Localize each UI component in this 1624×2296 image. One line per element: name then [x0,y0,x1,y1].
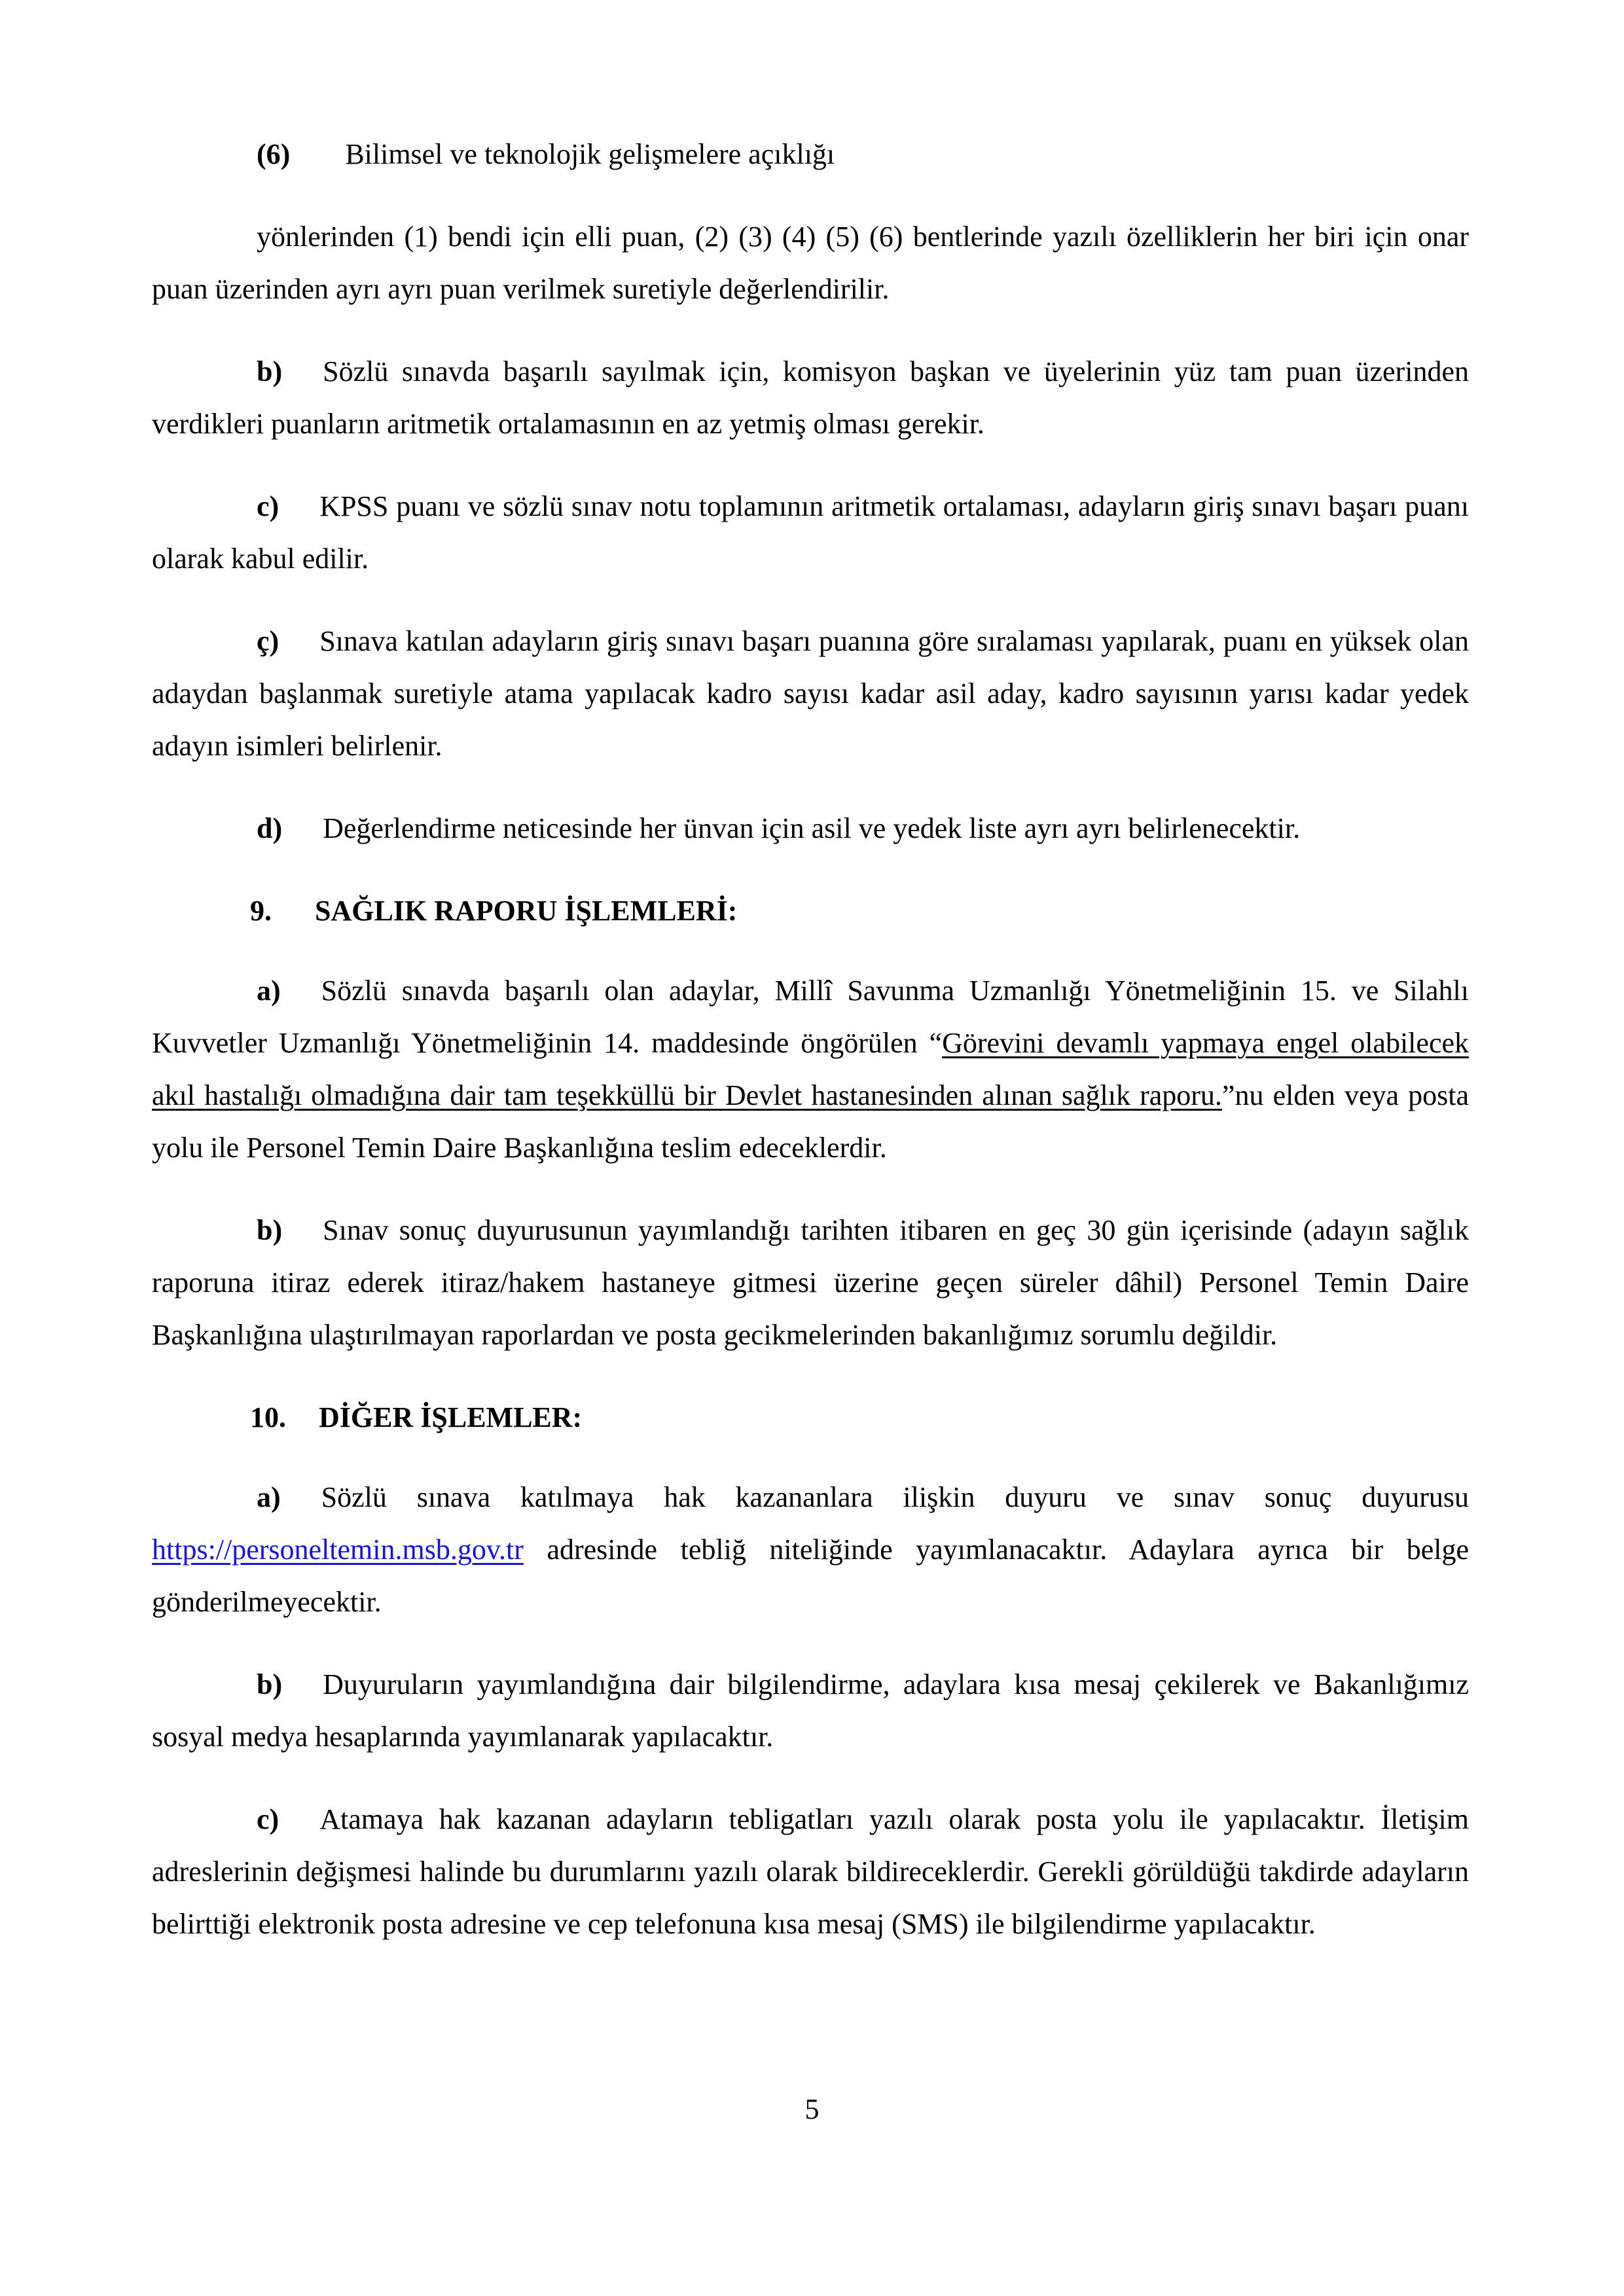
item-6-text: Bilimsel ve teknolojik gelişmelere açıklığı [345,138,835,170]
item-d-text: Değerlendirme neticesinde her ünvan için asil ve yedek liste ayrı ayrı belirlenecektir. [323,812,1301,844]
section-9-title: SAĞLIK RAPORU İŞLEMLERİ: [315,895,738,927]
item-marker-10a: a) [257,1481,281,1513]
item-marker-6: (6) [257,138,291,170]
paragraph-item-d [152,802,1469,855]
paragraph-section9-item-b [152,1204,1469,1361]
item-marker-10b: b) [257,1668,283,1700]
section-10c-text: Atamaya hak kazanan adayların tebligatları yazılı olarak posta yolu ile yapılacaktır. İletişim adreslerinin değişmesi halinde bu durumlarını yazılı olarak bildireceklerdir. Gerekli görüldüğü takdirde adayların belirttiği elektronik posta adresine ve cep telefonuna kısa mesaj (SMS) ile bilgilendirme yapılacaktır. [152,1803,1469,1940]
item-marker-9a: a) [257,975,281,1007]
section-10b-text: Duyuruların yayımlandığına dair bilgilendirme, adaylara kısa mesaj çekilerek ve Bakanlığımız sosyal medya hesaplarında yayımlanarak yapılacaktır. [152,1668,1469,1753]
document-body [152,128,1469,1950]
personeltemin-link[interactable]: https://personeltemin.msb.gov.tr [152,1534,524,1566]
paragraph-item-c-cedilla [152,615,1469,772]
closing-paragraph-text: yönlerinden (1) bendi için elli puan, (2) (3) (4) (5) (6) bentlerinde yazılı özelliklerin her biri için onar puan üzerinden ayrı ayrı puan verilmek suretiyle değerlendirilir. [152,221,1469,305]
paragraph-item-c [152,480,1469,585]
section-9a-underlined-quote: Görevini devamlı yapmaya engel olabilecek akıl hastalığı olmadığına dair tam teşekküllü bir Devlet hastanesinden alınan sağlık raporu. [152,1027,1469,1111]
paragraph-section9-item-a [152,965,1469,1174]
item-c-text: KPSS puanı ve sözlü sınav notu toplamının aritmetik ortalaması, adayların giriş sınavı başarı puanı olarak kabul edilir. [152,490,1469,575]
item-marker-9b: b) [257,1214,283,1246]
item-b-text: Sözlü sınavda başarılı sayılmak için, komisyon başkan ve üyelerinin yüz tam puan üzerinden verdikleri puanların aritmetik ortalamasının en az yetmiş olması gerekir. [152,355,1469,440]
paragraph-section10-item-c [152,1793,1469,1950]
paragraph-item-b [152,346,1469,450]
section-9b-text: Sınav sonuç duyurusunun yayımlandığı tarihten itibaren en geç 30 gün içerisinde (adayın sağlık raporuna itiraz ederek itiraz/hakem hastaneye gitmesi üzerine geçen süreler dâhil) Personel Temin Daire Başkanlığına ulaştırılmayan raporlardan ve posta gecikmelerinden bakanlığımız sorumlu değildir. [152,1214,1469,1351]
item-marker-b: b) [257,355,283,387]
section-10-title: DİĞER İŞLEMLER: [319,1401,583,1433]
paragraph-section10-item-a [152,1471,1469,1628]
section-10-number: 10. [250,1401,286,1433]
item-marker-c-cedilla: ç) [257,625,280,657]
section-10a-text-before: Sözlü sınava katılmaya hak kazananlara ilişkin duyuru ve sınav sonuç duyurusu [321,1481,1469,1513]
item-marker-c: c) [257,490,280,522]
paragraph-item-6 [152,128,1469,181]
section-heading-9 [152,885,1469,937]
paragraph-section10-item-b [152,1659,1469,1763]
item-c-cedilla-text: Sınava katılan adayların giriş sınavı başarı puanına göre sıralaması yapılarak, puanı en yüksek olan adaydan başlanmak suretiyle atama yapılacak kadro sayısı kadar asil aday, kadro sayısının yarısı kadar yedek adayın isimleri belirlenir. [152,625,1469,762]
section-9a-text-after: ”nu elden veya posta yolu ile Personel Temin Daire Başkanlığına teslim edeceklerdir. [152,1079,1470,1164]
section-heading-10 [152,1391,1469,1444]
paragraph-closing [152,211,1469,315]
page-number: 5 [804,2093,820,2125]
section-9a-text-before: Sözlü sınavda başarılı olan adaylar, Millî Savunma Uzmanlığı Yönetmeliğinin 15. ve Silahlı Kuvvetler Uzmanlığı Yönetmeliğinin 14. maddesinde öngörülen “ [152,975,1469,1059]
section-10a-text-after: adresinde tebliğ niteliğinde yayımlanacaktır. Adaylara ayrıca bir belge gönderilmeyecektir. [152,1534,1469,1618]
item-marker-d: d) [257,812,283,844]
item-marker-10c: c) [257,1803,280,1835]
section-9-number: 9. [250,895,272,927]
